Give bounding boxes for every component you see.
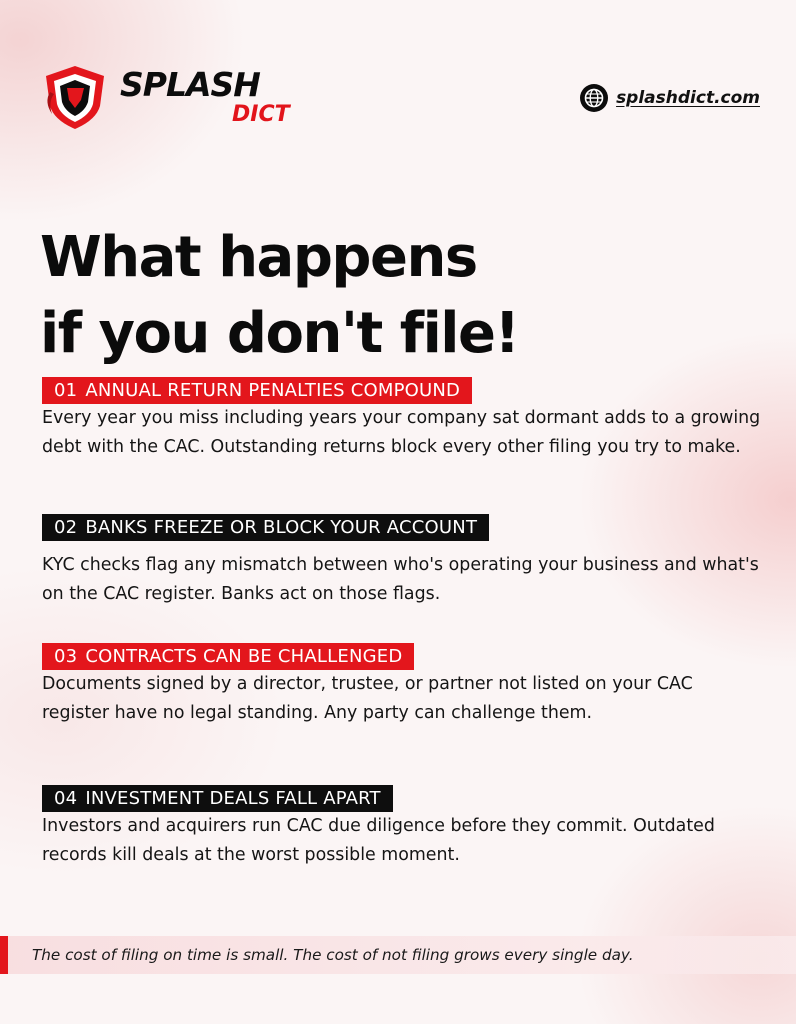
- section-body: Investors and acquirers run CAC due diligence before they commit. Outdated records kill deals at the worst possible moment.: [42, 816, 715, 865]
- consequence-section-3: [42, 643, 762, 728]
- section-badge-4: [42, 785, 393, 812]
- consequence-section-1: [42, 377, 762, 462]
- section-body: KYC checks flag any mismatch between who's operating your business and what's on the CAC register. Banks act on those flags.: [42, 555, 759, 604]
- globe-icon: [580, 84, 608, 112]
- section-heading: INVESTMENT DEALS FALL APART: [85, 788, 381, 809]
- section-heading: ANNUAL RETURN PENALTIES COMPOUND: [85, 380, 461, 401]
- section-badge-1: [42, 377, 472, 404]
- section-badge-2: [42, 514, 489, 541]
- section-body: Every year you miss including years your company sat dormant adds to a growing debt with the CAC. Outstanding returns block every other filing you try to make.: [42, 408, 761, 457]
- section-badge-3: [42, 643, 414, 670]
- section-number: 01: [54, 380, 78, 401]
- section-number: 03: [54, 646, 78, 667]
- footer-strip: [0, 936, 796, 974]
- section-number: 04: [54, 788, 78, 809]
- consequence-section-2: [42, 514, 762, 609]
- title-line-2: if you don't file!: [40, 301, 519, 366]
- page-title: [40, 220, 740, 372]
- section-number: 02: [54, 517, 78, 538]
- website-link[interactable]: [580, 84, 760, 112]
- brand-name-primary: SPLASH: [120, 65, 260, 104]
- section-heading: CONTRACTS CAN BE CHALLENGED: [85, 646, 403, 667]
- consequence-section-4: [42, 785, 762, 870]
- footer-note: The cost of filing on time is small. The cost of not filing grows every single day.: [32, 946, 634, 964]
- brand-name-secondary: DICT: [232, 102, 290, 127]
- section-body: Documents signed by a director, trustee, or partner not listed on your CAC register have no legal standing. Any party can challenge them.: [42, 674, 693, 723]
- brand-logo: [40, 62, 290, 134]
- shield-logo-icon: [40, 62, 110, 132]
- footer-accent-bar: [0, 936, 8, 974]
- website-url[interactable]: splashdict.com: [616, 88, 760, 108]
- section-heading: BANKS FREEZE OR BLOCK YOUR ACCOUNT: [85, 517, 478, 538]
- title-line-1: What happens: [40, 225, 477, 290]
